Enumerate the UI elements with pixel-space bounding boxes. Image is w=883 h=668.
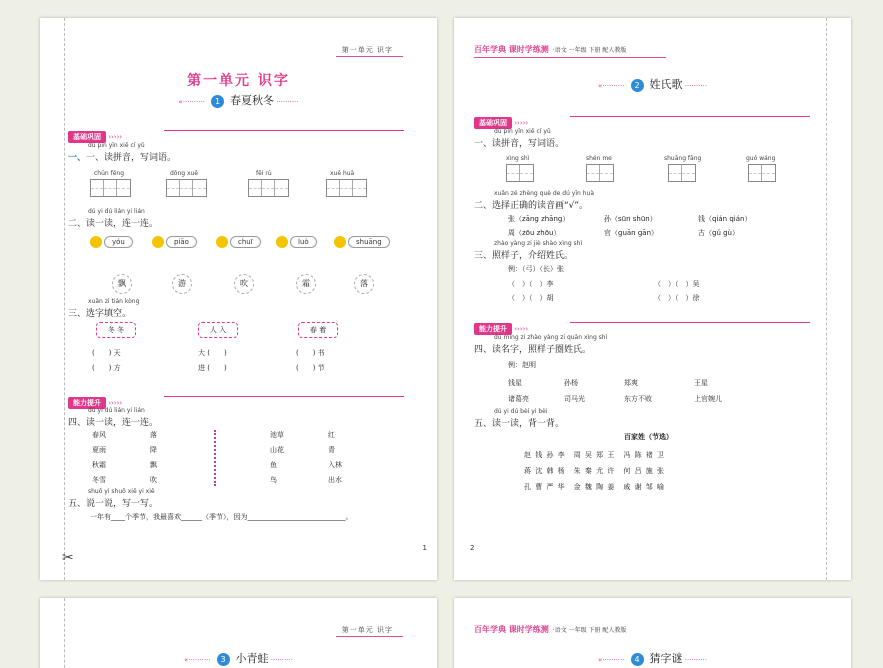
flower-char[interactable]: 落: [354, 274, 374, 294]
writing-grid[interactable]: [166, 179, 207, 197]
bee-pinyin[interactable]: chuī: [216, 236, 261, 248]
fill-blank[interactable]: ( ) 天: [92, 349, 121, 357]
writing-grid[interactable]: [586, 164, 614, 182]
lesson-title: «·········· 2 姓氏歌 ··········: [597, 78, 708, 91]
question-4: 四、读一读，连一连。: [68, 418, 159, 428]
poem-title: 百家姓（节选）: [624, 433, 673, 441]
writing-grid[interactable]: [748, 164, 776, 182]
page-4: [454, 598, 851, 668]
bee-icon: [216, 236, 228, 248]
writing-grid[interactable]: [506, 164, 534, 182]
question-3: 三、选字填空。: [68, 309, 132, 319]
writing-grid[interactable]: [248, 179, 289, 197]
flower-char[interactable]: 飘: [112, 274, 132, 294]
fill-blank[interactable]: ( ) 书: [296, 349, 325, 357]
word-card: 人 入: [198, 322, 238, 338]
writing-grid[interactable]: [668, 164, 696, 182]
flower-char[interactable]: 霜: [296, 274, 316, 294]
running-header: 第一单元 识字: [342, 625, 393, 635]
page-number: 2: [470, 544, 475, 552]
lesson-title: «·········· 3 小青蛙 ··········: [183, 652, 294, 665]
page-number: 1: [422, 544, 427, 552]
section-basic: 基础巩固 ›››››: [68, 124, 408, 136]
question-5: 五、说一说，写一写。: [68, 499, 159, 509]
lesson-title: «·········· 1 春夏秋冬 ··········: [178, 94, 299, 107]
running-header: 第一单元 识字: [342, 45, 393, 55]
question-1: 一、一、读拼音，写词语。: [68, 153, 177, 163]
fill-sentence[interactable]: 一年有____个季节，我最喜欢______（季节），因为____________________________。: [90, 513, 353, 521]
fill-blank[interactable]: ( ) 方: [92, 364, 121, 372]
brand-header: 百年学典 课时学练测 ·语文 一年级 下册 配人教版: [474, 44, 626, 55]
section-advanced: 能力提升 ›››››: [68, 390, 408, 402]
question-1: 一、读拼音，写词语。: [474, 139, 565, 149]
bee-icon: [334, 236, 346, 248]
bee-icon: [152, 236, 164, 248]
bee-pinyin[interactable]: yóu: [90, 236, 133, 248]
scissors-icon: ✂: [62, 550, 74, 566]
page-3: [40, 598, 437, 668]
bee-icon: [276, 236, 288, 248]
page-2: 百年学典 课时学练测 ·语文 一年级 下册 配人教版 «·········· 2 姓氏歌 ·········· 基础巩固 ››››› dú pīn yīn xiě cí yǔ 一、读拼音，写词语。 xìng shì shén me shuāng fāng guó wáng xuǎn zé zhèng què de dú yīn huà 二、选择正确的读音画“√”。 张（zāng zhāng） 孙（sūn shūn） 钱（qián qián） 周（zōu zhōu） 官（guān gān） 古（gǔ gù） zhào yàng zi jiè shào xìng shì 三、照样子，介绍姓氏。 例：（弓）（长）张 （ ）（ ）李 （ ）（ ）吴 （ ）（ ）胡 （ ）（ ）徐 能力提升 ››››› dú míng zi zhào yàng zi quān xìng shì 四、读名字，照样子圈姓氏。 例：赵明 钱星 孙杨 郑爽 王星 诸葛亮 司马光 东方不败 上官婉儿 dú yi dú bèi yi bèi 五、读一读，背一背。 百家姓（节选） 赵 钱 孙 李 周 吴 郑 王 冯 陈 褚 卫 蒋 沈 韩 杨 朱 秦 尤 许 何 吕 施 张 孔 曹 严 华 金 魏 陶 姜 戚 谢 邹 喻 2: [454, 18, 851, 580]
question-2: 二、读一读，连一连。: [68, 219, 159, 229]
unit-title: 第一单元 识字: [187, 73, 290, 89]
binding-line: [826, 18, 827, 580]
poem-line: 赵 钱 孙 李 周 吴 郑 王 冯 陈 褚 卫: [524, 451, 666, 459]
writing-grid[interactable]: [326, 179, 367, 197]
question-4: 四、读名字，照样子圈姓氏。: [474, 345, 592, 355]
section-advanced: 能力提升 ›››››: [474, 316, 814, 328]
section-basic: 基础巩固 ›››››: [474, 110, 814, 122]
fill-blank[interactable]: 大 ( ): [198, 349, 227, 357]
bee-pinyin[interactable]: piāo: [152, 236, 197, 248]
word-card: 冬 冬: [96, 322, 136, 338]
question-5: 五、读一读，背一背。: [474, 419, 565, 429]
lesson-title: «·········· 4 猜字谜 ··········: [597, 652, 708, 665]
flower-char[interactable]: 吹: [234, 274, 254, 294]
page-1: 第一单元 识字 第一单元 识字 «·········· 1 春夏秋冬 ·········· 基础巩固 ››››› dú pīn yīn xiě cí yǔ 一、一、读拼音，写词语。 chūn fēng dōng xuě fēi rù xuě huā dú yi dú lián yi lián 二、读一读，连一连。 yóu piāo chuī luò shuāng 飘 游 吹 霜 落 xuǎn zì tián kòng 三、选字填空。 冬 冬 人 入 春 着 ( ) 天 大 ( ) ( ) 书 ( ) 方 进 ( ) ( ) 节 能力提升 ››››› dú yi dú lián yi lián 四、读一读，连一连。 春风 夏雨 秋霜 冬雪 落 降 飘 吹 池草 山花 鱼 鸟 红 青 入林 出水 shuō yi shuō xiě yi xiě 五、说一说，写一写。 一年有____个季节，我最喜欢______（季节），因为____________________________。 ✂ 1: [40, 18, 437, 580]
flower-char[interactable]: 游: [172, 274, 192, 294]
poem-line: 蒋 沈 韩 杨 朱 秦 尤 许 何 吕 施 张: [524, 467, 666, 475]
question-3: 三、照样子，介绍姓氏。: [474, 251, 574, 261]
question-2: 二、选择正确的读音画“√”。: [474, 201, 589, 211]
bee-pinyin[interactable]: shuāng: [334, 236, 390, 248]
brand-header: 百年学典 课时学练测 ·语文 一年级 下册 配人教版: [474, 625, 627, 634]
bee-icon: [90, 236, 102, 248]
fill-blank[interactable]: ( ) 节: [296, 364, 325, 372]
word-card: 春 着: [298, 322, 338, 338]
fill-blank[interactable]: 进 ( ): [198, 364, 227, 372]
divider: [214, 430, 216, 486]
bee-pinyin[interactable]: luò: [276, 236, 317, 248]
poem-line: 孔 曹 严 华 金 魏 陶 姜 戚 谢 邹 喻: [524, 483, 666, 491]
writing-grid[interactable]: [90, 179, 131, 197]
